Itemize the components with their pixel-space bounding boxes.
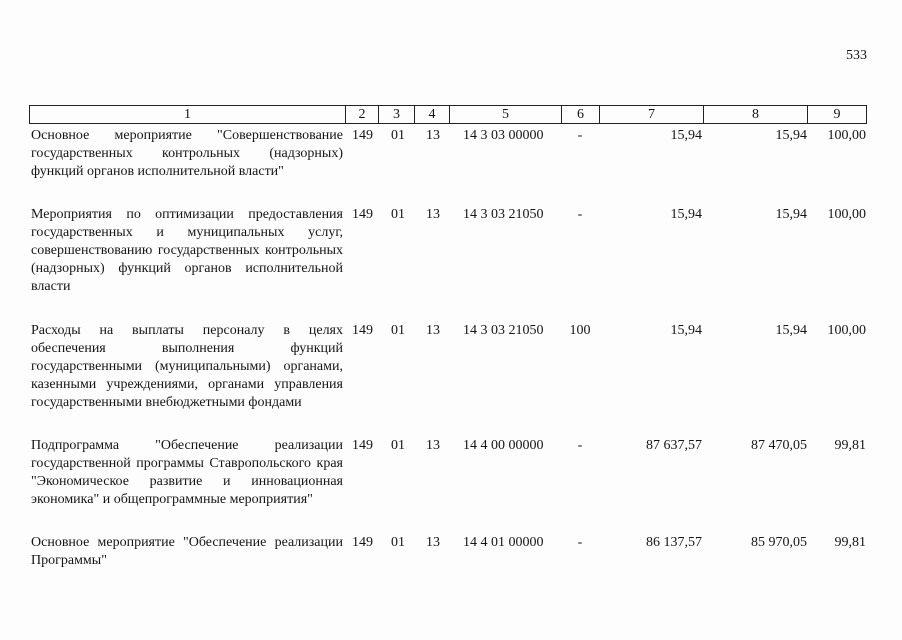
cell-expense-type: - [577, 128, 583, 143]
cell-planned-amount: 15,94 [670, 207, 702, 222]
column-header-4: 4 [414, 106, 449, 123]
cell-section-code: 01 [391, 535, 405, 550]
cell-executed-amount: 85 970,05 [751, 535, 807, 550]
row-description: Расходы на выплаты персоналу в целях обеспечения выполнения функций государственными (муниципальными) органами, казенными учреждениями, органами управления государственными внебюджетными фондами [31, 323, 343, 410]
cell-execution-percent: 99,81 [834, 438, 866, 453]
cell-executed-amount: 15,94 [775, 207, 807, 222]
cell-ministry-code: 149 [352, 323, 373, 338]
cell-executed-amount: 15,94 [775, 323, 807, 338]
cell-section-code: 01 [391, 207, 405, 222]
cell-subsection-code: 13 [426, 323, 440, 338]
cell-planned-amount: 86 137,57 [646, 535, 702, 550]
cell-target-article: 14 4 00 00000 [463, 438, 544, 453]
column-header-8: 8 [703, 106, 807, 123]
cell-subsection-code: 13 [426, 535, 440, 550]
column-header-3: 3 [378, 106, 414, 123]
row-description: Мероприятия по оптимизации предоставления государственных и муниципальных услуг, совершенствованию государственных контрольных (надзорных) функций органов исполнительной власти [31, 207, 343, 294]
column-header-6: 6 [561, 106, 599, 123]
cell-execution-percent: 100,00 [827, 128, 866, 143]
cell-execution-percent: 100,00 [827, 207, 866, 222]
cell-executed-amount: 15,94 [775, 128, 807, 143]
cell-expense-type: - [577, 535, 583, 550]
cell-planned-amount: 15,94 [670, 323, 702, 338]
page-number: 533 [846, 48, 867, 63]
cell-section-code: 01 [391, 128, 405, 143]
column-header-7: 7 [599, 106, 703, 123]
cell-ministry-code: 149 [352, 207, 373, 222]
table-header-row [29, 105, 867, 124]
cell-execution-percent: 100,00 [827, 323, 866, 338]
cell-section-code: 01 [391, 323, 405, 338]
cell-section-code: 01 [391, 438, 405, 453]
cell-planned-amount: 87 637,57 [646, 438, 702, 453]
cell-ministry-code: 149 [352, 438, 373, 453]
cell-expense-type: 100 [569, 323, 591, 338]
column-header-5: 5 [449, 106, 561, 123]
cell-expense-type: - [577, 207, 583, 222]
row-description: Основное мероприятие "Обеспечение реализации Программы" [31, 535, 343, 568]
cell-target-article: 14 3 03 00000 [463, 128, 544, 143]
column-header-9: 9 [807, 106, 866, 123]
cell-expense-type: - [577, 438, 583, 453]
column-header-2: 2 [345, 106, 378, 123]
row-description: Основное мероприятие "Совершенствование государственных контрольных (надзорных) функций органов исполнительной власти" [31, 128, 343, 179]
column-header-1: 1 [184, 107, 191, 122]
cell-subsection-code: 13 [426, 128, 440, 143]
cell-subsection-code: 13 [426, 438, 440, 453]
cell-ministry-code: 149 [352, 128, 373, 143]
cell-execution-percent: 99,81 [834, 535, 866, 550]
cell-ministry-code: 149 [352, 535, 373, 550]
row-description: Подпрограмма "Обеспечение реализации государственной программы Ставропольского края "Экономическое развитие и инновационная экономика" и общепрограммные мероприятия" [31, 438, 343, 507]
cell-target-article: 14 4 01 00000 [463, 535, 544, 550]
cell-subsection-code: 13 [426, 207, 440, 222]
cell-target-article: 14 3 03 21050 [463, 323, 544, 338]
cell-planned-amount: 15,94 [670, 128, 702, 143]
cell-target-article: 14 3 03 21050 [463, 207, 544, 222]
cell-executed-amount: 87 470,05 [751, 438, 807, 453]
